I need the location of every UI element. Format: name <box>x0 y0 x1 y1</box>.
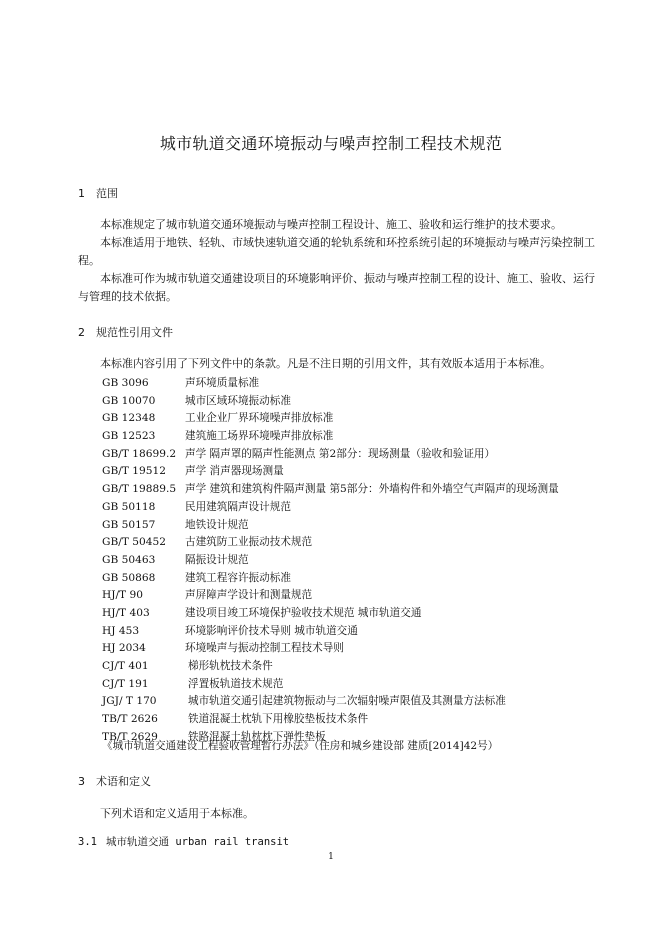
section-number: 3 <box>78 775 85 788</box>
section-title: 范围 <box>96 187 118 200</box>
scope-paragraph-2: 本标准适用于地铁、轻轨、市域快速轨道交通的轮轨系统和环控系统引起的环境振动与噪声污染控制工程。 <box>78 236 595 267</box>
term-heading <box>78 834 289 849</box>
references-intro: 本标准内容引用了下列文件中的条款。凡是不注日期的引用文件，其有效版本适用于本标准。 <box>100 357 551 370</box>
page-number: 1 <box>328 852 334 862</box>
terms-intro: 下列术语和定义适用于本标准。 <box>100 807 254 820</box>
scope-paragraph-3: 本标准可作为城市轨道交通建设项目的环境影响评价、振动与噪声控制工程的设计、施工、验收、运行与管理的技术依据。 <box>78 272 595 303</box>
term-number: 3.1 <box>78 836 97 848</box>
section-heading-scope <box>78 185 118 201</box>
document-page: 城市轨道交通环境振动与噪声控制工程技术规范 1 范围 本标准规定了城市轨道交通环境振动与噪声控制工程设计、施工、验收和运行维护的技术要求。 本标准适用于地铁、轻轨、市域快速轨道交通的轮轨系统和环控系统引起的环境振动与噪声污染控制工程。 本标准可作为城市轨道交通建设项目的环境影响评价、振动与噪声控制工程的设计、施工、验收、运行与管理的技术依据。 2 规范性引用文件 本标准内容引用了下列文件中的条款。凡是不注日期的引用文件，其有效版本适用于本标准。 GB 3096 声环境质量标准 GB 10070 城市区域环境振动标准 GB 12348 工业企业厂界环境噪声排放标准 GB 12523 建筑施工场界环境噪声排放标准 GB/T 18699.2 声学 隔声罩的隔声性能测点 第2部分：现场测量（验收和验证用） GB/T 19512 声学 消声器现场测量 GB/T 19889.5 声学 建筑和建筑构件隔声测量 第5部分：外墙构件和外墙空气声隔声的现场测量 GB 50118 民用建筑隔声设计规范 GB 50157 地铁设计规范 GB/T 50452 古建筑防工业振动技术规范 GB 50463 隔振设计规范 GB 50868 建筑工程容许振动标准 HJ/T 90 声屏障声学设计和测量规范 HJ/T 403 建设项目竣工环境保护验收技术规范 城市轨道交通 HJ 453 环境影响评价技术导则 城市轨道交通 HJ 2034 环境噪声与振动控制工程技术导则 CJ/T 401 梯形轨枕技术条件 CJ/T 191 浮置板轨道技术规范 JGJ/ T 170 城市轨道交通引起建筑物振动与二次辐射噪声限值及其测量方法标准 TB/T 2626 铁道混凝土枕轨下用橡胶垫板技术条件 TB/T 2629 铁路混凝土轨枕枕下弹性垫板 《城市轨道交通建设工程验收管理暂行办法》（住房和城乡建设部 建质[2014]42号） 3 术语和定义 下列术语和定义适用于本标准。 3.1 城市轨道交通 urban rail transit 1 <box>0 0 662 936</box>
references-extra: 《城市轨道交通建设工程验收管理暂行办法》（住房和城乡建设部 建质[2014]42号） <box>102 740 499 752</box>
section-number: 1 <box>78 187 85 200</box>
section-heading-references <box>78 324 173 340</box>
section-title: 术语和定义 <box>96 775 151 788</box>
term-text: 城市轨道交通 urban rail transit <box>106 836 290 848</box>
scope-paragraph-1: 本标准规定了城市轨道交通环境振动与噪声控制工程设计、施工、验收和运行维护的技术要求。 <box>100 218 562 231</box>
document-title: 城市轨道交通环境振动与噪声控制工程技术规范 <box>159 134 503 153</box>
section-title: 规范性引用文件 <box>96 326 173 339</box>
section-heading-terms <box>78 773 151 789</box>
section-number: 2 <box>78 326 85 339</box>
